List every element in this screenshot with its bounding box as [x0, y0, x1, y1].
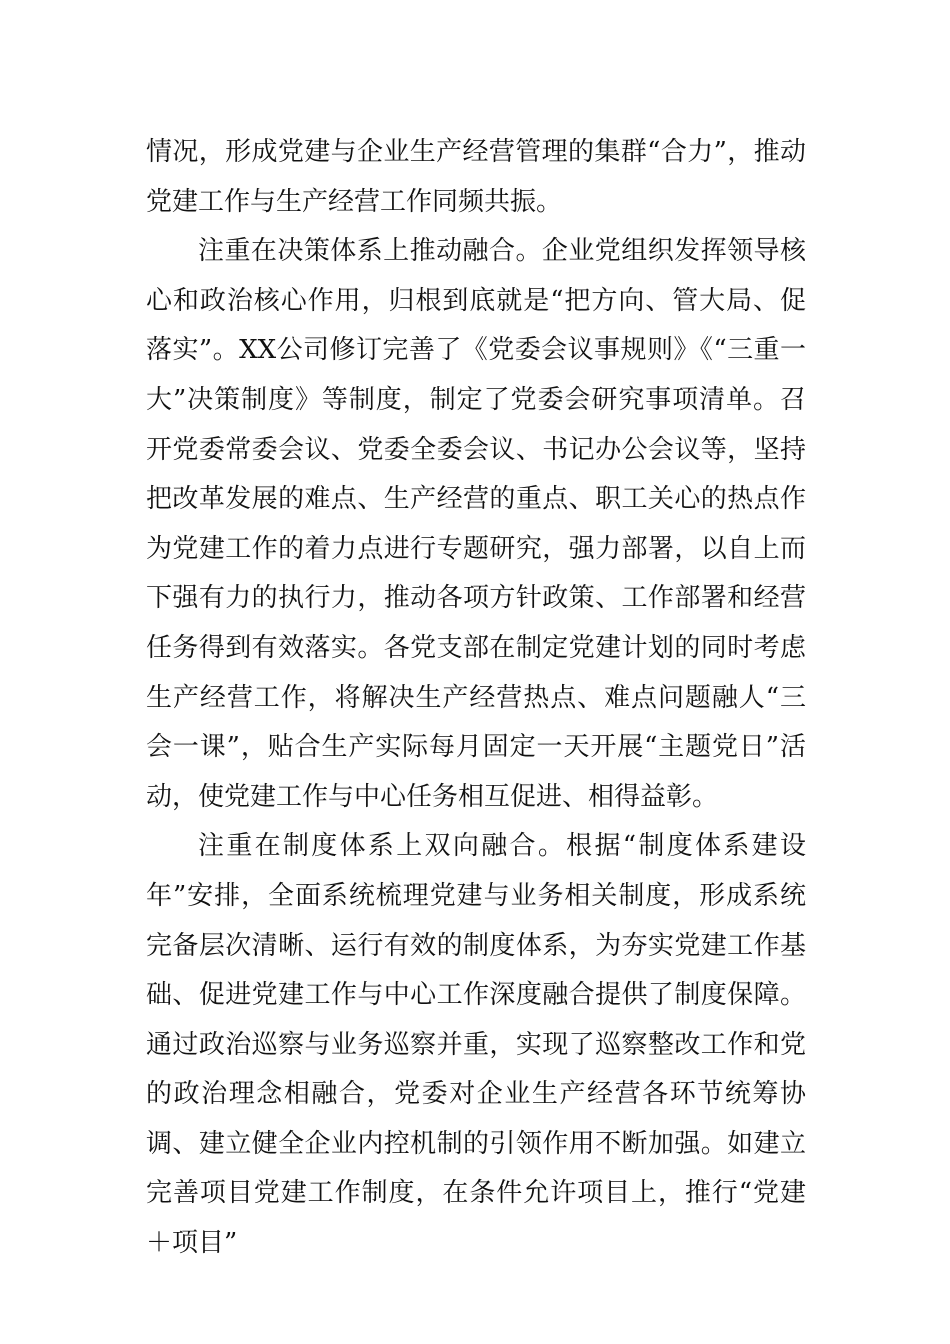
- paragraph-continuation: 情况，形成党建与企业生产经营管理的集群“合力”，推动党建工作与生产经营工作同频共振。: [146, 137, 806, 217]
- body-text: [146, 128, 806, 1269]
- paragraph-decision-system: 注重在决策体系上推动融合。企业党组织发挥领导核心和政治核心作用，归根到底就是“把方向、管大局、促落实”。XX公司修订完善了《党委会议事规则》《“三重一大”决策制度》等制度，制定了党委会研究事项清单。召开党委常委会议、党委全委会议、书记办公会议等，坚持把改革发展的难点、生产经营的重点、职工关心的热点作为党建工作的着力点进行专题研究，强力部署，以自上而下强有力的执行力，推动各项方针政策、工作部署和经营任务得到有效落实。各党支部在制定党建计划的同时考虑生产经营工作，将解决生产经营热点、难点问题融人“三会一课”，贴合生产实际每月固定一天开展“主题党日”活动，使党建工作与中心任务相互促进、相得益彰。: [146, 236, 806, 812]
- paragraph-institution-system: 注重在制度体系上双向融合。根据“制度体系建设年”安排，全面系统梳理党建与业务相关制度，形成系统完备层次清晰、运行有效的制度体系，为夯实党建工作基础、促进党建工作与中心工作深度融合提供了制度保障。通过政治巡察与业务巡察并重，实现了巡察整改工作和党的政治理念相融合，党委对企业生产经营各环节统筹协调、建立健全企业内控机制的引领作用不断加强。如建立完善项目党建工作制度，在条件允许项目上，推行“党建＋项目”: [146, 831, 806, 1259]
